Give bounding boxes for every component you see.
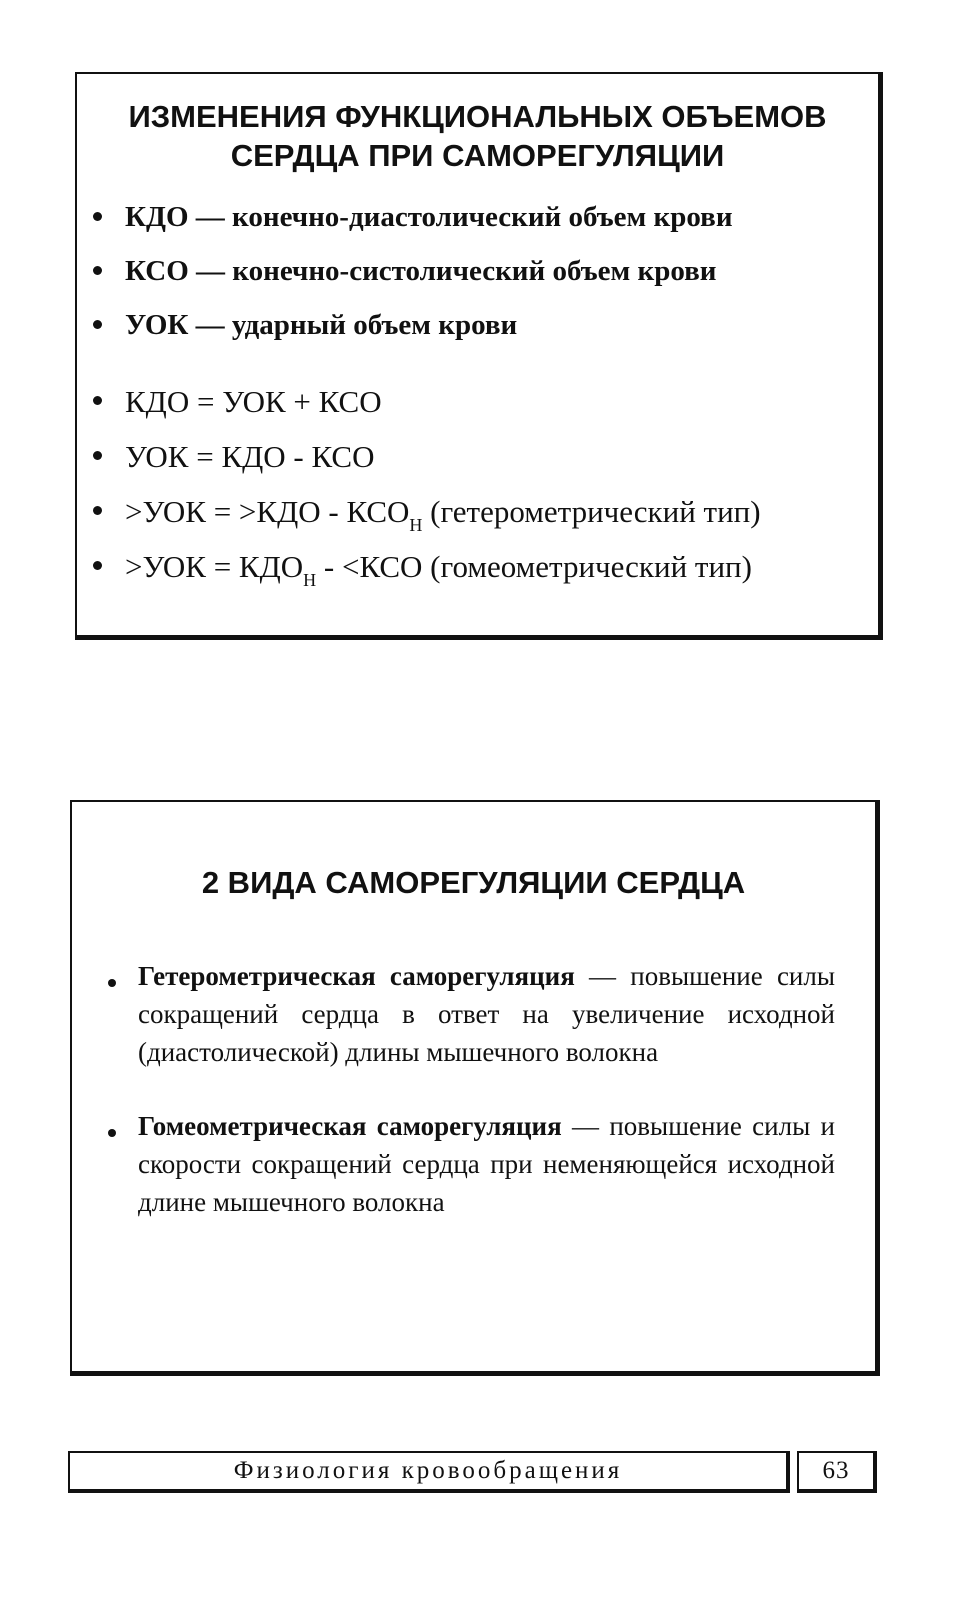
list-item (77, 484, 878, 539)
formulas-list (77, 374, 878, 594)
formula-subscript: Н (409, 514, 423, 535)
list-item (72, 1107, 875, 1221)
bullet-icon (93, 320, 102, 329)
bullet-icon (93, 506, 102, 515)
type-term: Гетерометрическая саморегуляция (138, 960, 575, 991)
slide-types (70, 800, 880, 1376)
type-description: — повышение силы и скорости сокращений сердца при неменяющейся исходной длине мышечного волокна (138, 1110, 835, 1217)
bullet-icon (93, 212, 102, 221)
formula-main: >УОК = >КДО - КСО (125, 493, 410, 529)
bullet-icon (93, 396, 102, 405)
title-line-1: ИЗМЕНЕНИЯ ФУНКЦИОНАЛЬНЫХ ОБЪЕМОВ (128, 99, 827, 134)
formula-main: >УОК = КДО (125, 548, 304, 584)
bullet-icon (108, 1129, 116, 1137)
slide-volumes-title (77, 98, 878, 176)
bullet-icon (93, 561, 102, 570)
list-item (77, 539, 878, 594)
slide-volumes (75, 72, 883, 640)
list-item (77, 374, 878, 429)
definition-kdo: КДО — конечно-диастолический объем крови (125, 200, 733, 233)
list-item (77, 429, 878, 484)
list-item (77, 298, 878, 352)
bullet-icon (108, 979, 116, 987)
slide-types-title: 2 ВИДА САМОРЕГУЛЯЦИИ СЕРДЦА (201, 865, 746, 900)
list-item (77, 244, 878, 298)
formula-tail: (гетерометрический тип) (422, 493, 761, 529)
formula-subscript: Н (303, 569, 317, 590)
formula-main: КДО = УОК + КСО (125, 383, 382, 419)
definition-uok: УОК — ударный объем крови (125, 308, 518, 341)
title-line-2: СЕРДЦА ПРИ САМОРЕГУЛЯЦИИ (230, 137, 725, 173)
type-term: Гомеометрическая саморегуляция (138, 1110, 562, 1141)
bullet-icon (93, 266, 102, 275)
definition-kso: КСО — конечно-систолический объем крови (125, 254, 717, 287)
list-item (72, 957, 875, 1071)
formula-main: УОК = КДО - КСО (125, 438, 375, 474)
page-number: 63 (797, 1451, 877, 1493)
bullet-icon (93, 451, 102, 460)
list-item (77, 190, 878, 244)
types-list (72, 957, 875, 1221)
definitions-list (77, 190, 878, 352)
footer-title: Физиология кровообращения (68, 1451, 790, 1493)
type-description: — повышение силы сокращений сердца в ответ на увеличение исходной (диастолической) длины мышечного волокна (138, 960, 835, 1067)
formula-tail: - <КСО (гомеометрический тип) (316, 548, 752, 584)
